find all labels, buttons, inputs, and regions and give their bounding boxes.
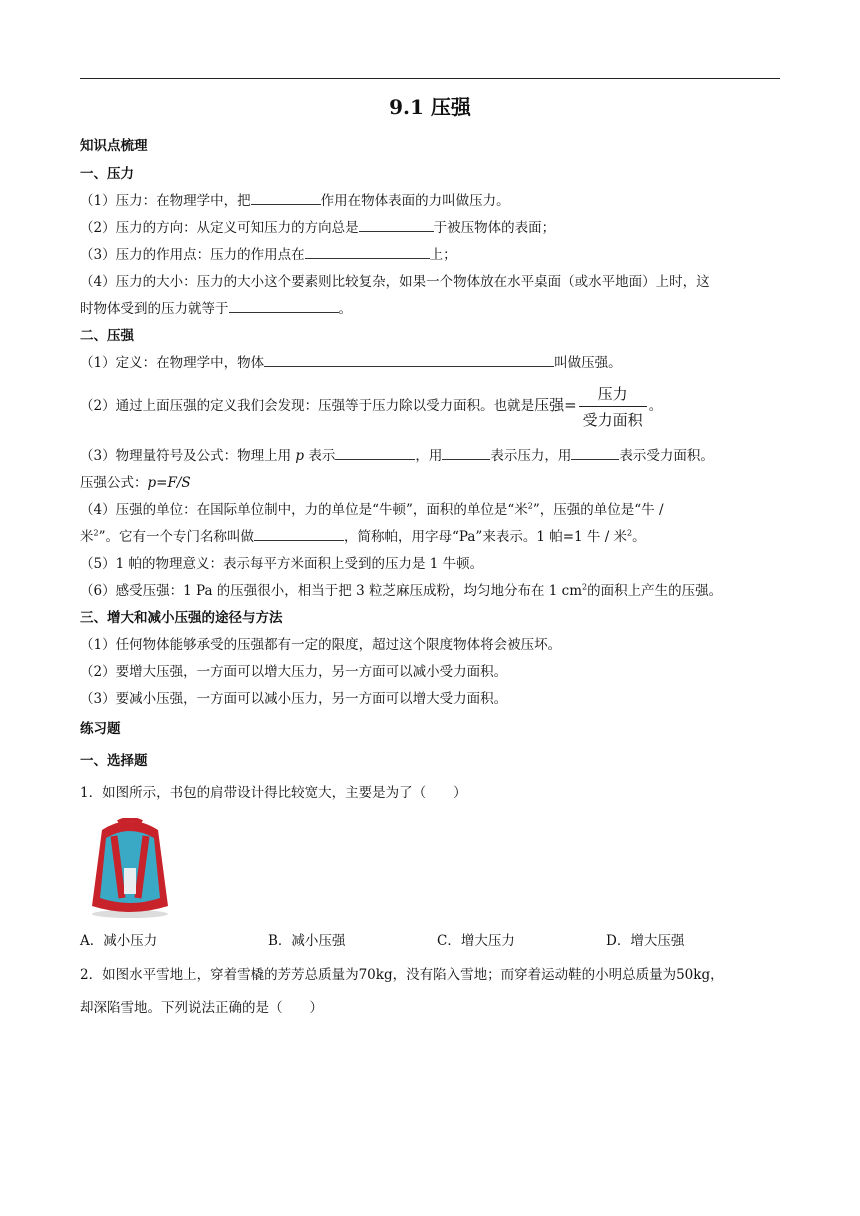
- header-rule: [80, 78, 780, 79]
- pascal-meaning: （5）1 帕的物理意义：表示每平方米面积上受到的压力是 1 牛顿。: [80, 556, 484, 572]
- formula-line: 压强公式：p=F/S: [80, 475, 191, 491]
- fraction: $\frac{\text{压力}}{\text{受力面积}}$: [579, 383, 647, 430]
- backpack-image: [84, 818, 176, 918]
- section1-heading: 一、压力: [80, 166, 134, 182]
- fill-blank[interactable]: [335, 447, 415, 460]
- question-2-line-1: 2．如图水平雪地上，穿着雪橇的芳芳总质量为70kg，没有陷入雪地；而穿着运动鞋的小明总质量为50kg，: [80, 967, 724, 983]
- fill-blank[interactable]: [305, 246, 430, 259]
- pressure-stress-definition: （1）定义：在物理学中，物体 叫做压强。: [80, 355, 622, 371]
- pressure-definition: （1）压力：在物理学中，把 作用在物体表面的力叫做压力。: [80, 193, 510, 209]
- pressure-point: （3）压力的作用点：压力的作用点在 上；: [80, 247, 457, 263]
- symbol-line: （3）物理量符号及公式：物理上用 p 表示 ，用 表示压力，用 表示受力面积。: [80, 448, 714, 464]
- method-1: （1）任何物体能够承受的压强都有一定的限度，超过这个限度物体将会被压坏。: [80, 637, 562, 653]
- section2-heading: 二、压强: [80, 328, 134, 344]
- method-2: （2）要增大压强，一方面可以增大压力，另一方面可以减小受力面积。: [80, 664, 508, 680]
- question-1: 1．如图所示，书包的肩带设计得比较宽大，主要是为了（ ）: [80, 785, 467, 801]
- fill-blank[interactable]: [442, 447, 490, 460]
- fill-blank[interactable]: [229, 300, 339, 313]
- pressure-feel: （6）感受压强：1 Pa 的压强很小，相当于把 3 粒芝麻压成粉，均匀地分布在 1 $cm^2$的面积上产生的压强。: [80, 582, 723, 599]
- section3-heading: 三、增大和减小压强的途径与方法: [80, 610, 283, 626]
- pressure-formula-words: （2）通过上面压强的定义我们会发现：压强等于压力除以受力面积。也就是压强= $\frac{\text{压力}}{\text{受力面积}}$ 。: [80, 385, 663, 429]
- unit-line-2: 米$^2$”。它有一个专门名称叫做 ，简称帕，用字母“Pa”来表示。1 帕=1 牛 / 米$^2$。: [80, 528, 646, 545]
- pressure-magnitude: （4）压力的大小：压力的大小这个要素则比较复杂，如果一个物体放在水平桌面（或水平地面）上时，这: [80, 274, 710, 290]
- fill-blank[interactable]: [571, 447, 619, 460]
- choice-heading: 一、选择题: [80, 753, 148, 769]
- fill-blank[interactable]: [359, 219, 434, 232]
- question-2-line-2: 却深陷雪地。下列说法正确的是（ ）: [80, 1000, 323, 1016]
- pressure-direction: （2）压力的方向：从定义可知压力的方向总是 于被压物体的表面；: [80, 220, 556, 236]
- option-c[interactable]: C．增大压力: [437, 933, 515, 949]
- fill-blank[interactable]: [264, 354, 554, 367]
- page-title: 9.1 压强: [389, 95, 471, 119]
- section-knowledge-heading: 知识点梳理: [80, 138, 148, 154]
- option-b[interactable]: B．减小压强: [268, 933, 346, 949]
- option-d[interactable]: D．增大压强: [606, 933, 685, 949]
- method-3: （3）要减小压强，一方面可以减小压力，另一方面可以增大受力面积。: [80, 691, 508, 707]
- option-a[interactable]: A．减小压力: [80, 933, 158, 949]
- fill-blank[interactable]: [251, 192, 321, 205]
- fill-blank[interactable]: [254, 528, 344, 541]
- practice-heading: 练习题: [80, 721, 121, 737]
- unit-line-1: （4）压强的单位：在国际单位制中，力的单位是“牛顿”，面积的单位是“米$^2$”，压强的单位是“牛 /: [80, 501, 664, 518]
- pressure-magnitude-cont: 时物体受到的压力就等于 。: [80, 301, 352, 317]
